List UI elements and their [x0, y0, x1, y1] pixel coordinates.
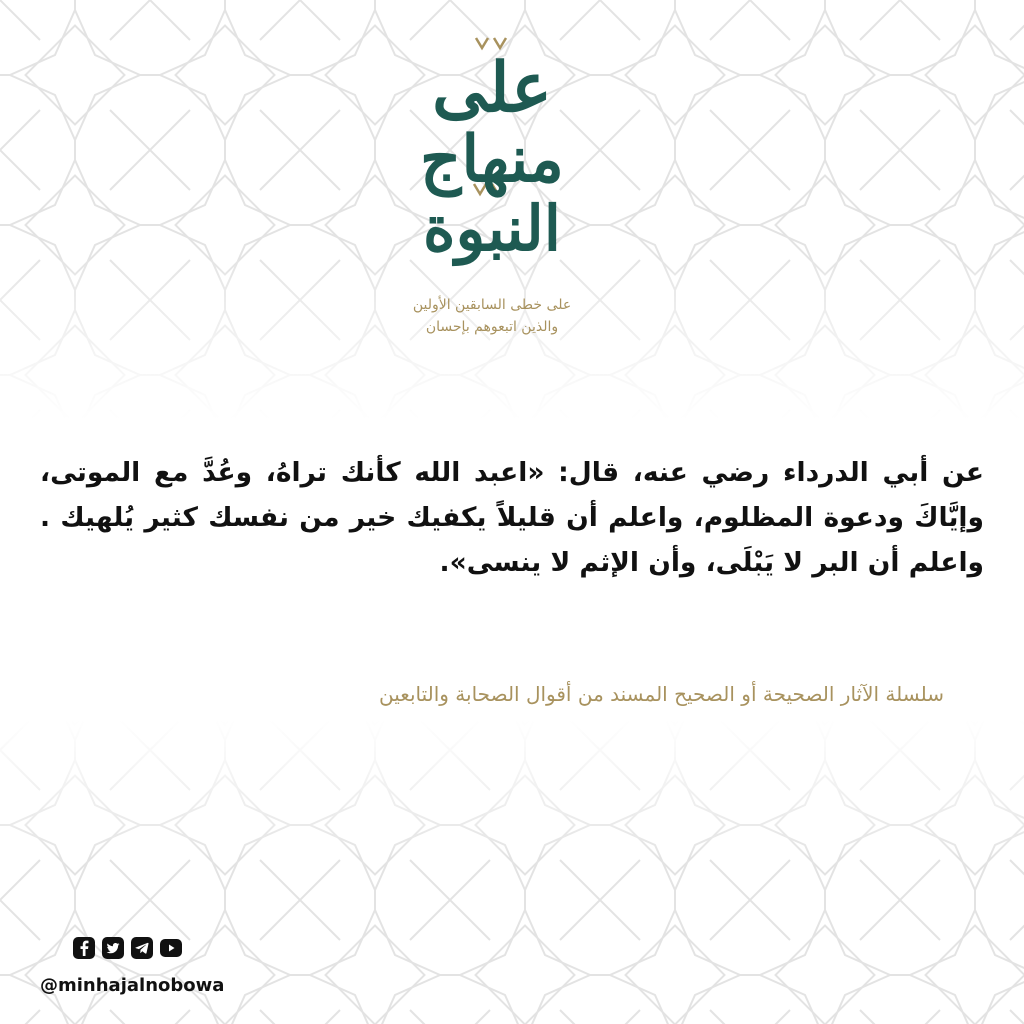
logo-word-minhaj: منهاج	[420, 122, 564, 197]
facebook-icon[interactable]	[72, 936, 96, 960]
social-handle[interactable]: @minhajalnobowa	[40, 975, 225, 996]
logo-tagline-1: على خطى السابقين الأولين	[412, 297, 572, 313]
logo-word-alnobowa: النبوة	[422, 192, 562, 265]
logo-word-ala: على	[432, 48, 552, 128]
youtube-icon[interactable]	[159, 936, 183, 960]
quote-text: عن أبي الدرداء رضي عنه، قال: «اعبد الله كأنك تراهُ، وعُدَّ مع الموتى، وإيَّاكَ ودعوة المظلوم، واعلم أن قليلاً يكفيك خير من نفسك كثير يُلهيك . واعلم أن البر لا يَبْلَى، وأن الإثم لا ينسى».	[40, 457, 984, 578]
social-icons	[72, 936, 183, 960]
telegram-icon[interactable]	[130, 936, 154, 960]
series-title: سلسلة الآثار الصحيحة أو الصحيح المسند من أقوال الصحابة والتابعين	[379, 682, 944, 706]
logo-tagline-2: والذين اتبعوهم بإحسان	[425, 319, 559, 335]
brand-logo	[372, 24, 612, 335]
twitter-icon[interactable]	[101, 936, 125, 960]
